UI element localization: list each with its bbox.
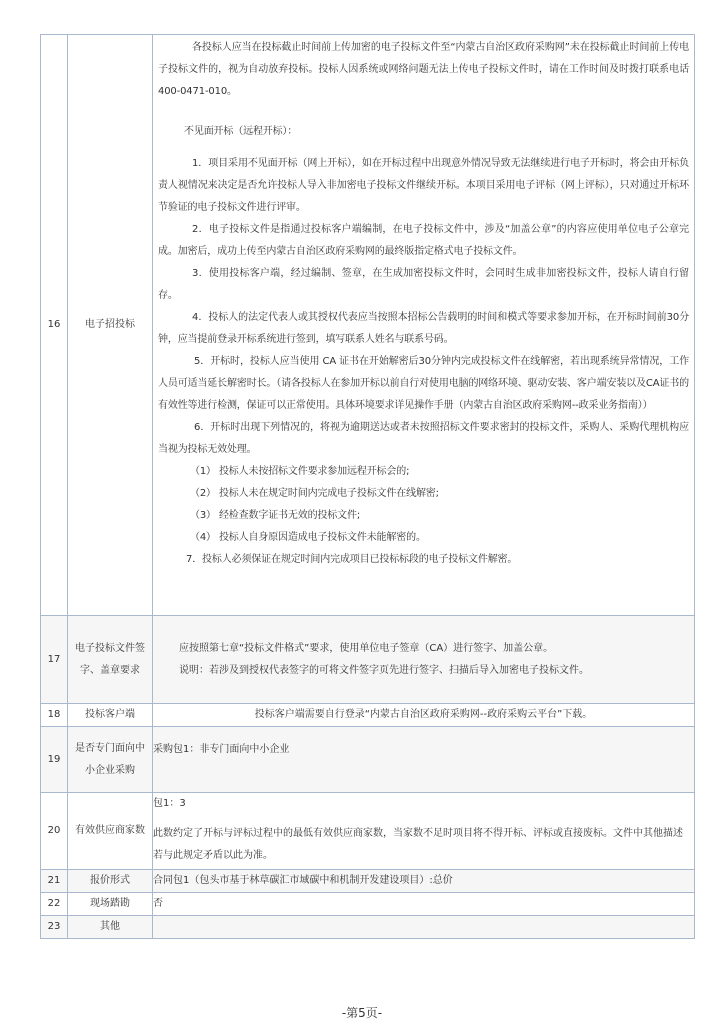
remote-opening-item: 2．电子投标文件是指通过投标客户端编制，在电子投标文件中，涉及“加盖公章”的内容应使用单位电子公章完成。加密后，成功上传至内蒙古自治区政府采购网的最终版指定格式电子投标文件。: [158, 224, 689, 257]
row-number: 23: [41, 916, 68, 939]
row-label: 电子招投标: [68, 35, 153, 616]
signature-note-line: 说明：若涉及到授权代表签字的可将文件签字页先进行签字、扫描后导入加密电子投标文件。: [179, 664, 589, 676]
table-row-22: [41, 893, 695, 916]
row-label: 报价形式: [68, 870, 153, 893]
row-content: [153, 35, 695, 616]
table-row-16: [41, 35, 695, 616]
remote-opening-item: 6．开标时出现下列情况的，将视为逾期送达或者未按照招标文件要求密封的投标文件，采购人、采购代理机构应当视为投标无效处理。: [158, 422, 689, 455]
invalid-bid-subitem: （4） 投标人自身原因造成电子投标文件未能解密的。: [190, 532, 426, 543]
invalid-bid-subitem: （2） 投标人未在规定时间内完成电子投标文件在线解密;: [190, 488, 439, 499]
signature-requirement-line: 应按照第七章“投标文件格式”要求，使用单位电子签章（CA）进行签字、加盖公章。: [179, 642, 554, 654]
sme-package-text: 采购包1：非专门面向中小企业: [153, 744, 290, 755]
remote-opening-item: 5．开标时，投标人应当使用 CA 证书在开始解密后30分钟内完成投标文件在线解密，若出现系统异常情况，工作人员可适当延长解密时长。（请各投标人在参加开标以前自行对使用电脑的网络环境、驱动安装、客户端安装以及CA证书的有效性等进行检测，保证可以正常使用。具体环境要求详见操作手册（内蒙古自治区政府采购网--政采业务指南））: [158, 356, 689, 411]
row-content: 投标客户端需要自行登录“内蒙古自治区政府采购网--政府采购云平台”下载。: [153, 704, 695, 727]
row-content: [153, 793, 695, 870]
remote-opening-item: 4．投标人的法定代表人或其授权代表应当按照本招标公告载明的时间和模式等要求参加开标，在开标时间前30分钟，应当提前登录开标系统进行签到，填写联系人姓名与联系号码。: [158, 312, 689, 345]
row-label: 电子投标文件签字、盖章要求: [68, 616, 153, 704]
row-label: 现场踏勘: [68, 893, 153, 916]
invalid-bid-subitem: （3） 经检查数字证书无效的投标文件;: [190, 510, 361, 521]
remote-opening-item: 1．项目采用不见面开标（网上开标），如在开标过程中出现意外情况导致无法继续进行电子开标时，将会由开标负责人视情况来决定是否允许投标人导入非加密电子投标文件继续开标。本项目采用电子评标（网上评标），只对通过开标环节验证的电子投标文件进行评审。: [158, 158, 689, 213]
remote-opening-item: 3．使用投标客户端，经过编制、签章，在生成加密投标文件时，会同时生成非加密投标文件，投标人请自行留存。: [158, 268, 689, 301]
row-number: 22: [41, 893, 68, 916]
table-row-17: [41, 616, 695, 704]
remote-opening-heading: 不见面开标（远程开标）：: [184, 126, 298, 137]
row-label: 有效供应商家数: [68, 793, 153, 870]
supplier-count-note: 此数约定了开标与评标过程中的最低有效供应商家数，当家数不足时项目将不得开标、评标或直接废标。文件中其他描述若与此规定矛盾以此为准。: [153, 828, 683, 861]
table-row-20: [41, 793, 695, 870]
row-number: 20: [41, 793, 68, 870]
row-label: 是否专门面向中小企业采购: [68, 727, 153, 793]
page-number: -第5页-: [341, 1006, 383, 1020]
invalid-bid-subitem: （1） 投标人未按招标文件要求参加远程开标会的;: [190, 466, 410, 477]
row-number: 17: [41, 616, 68, 704]
table-row-19: [41, 727, 695, 793]
table-row-18: [41, 704, 695, 727]
row-number: 21: [41, 870, 68, 893]
table-row-21: [41, 870, 695, 893]
supplier-count-line: 包1：3: [153, 798, 186, 809]
row-content: [153, 916, 695, 939]
row-label: 其他: [68, 916, 153, 939]
row-label: 投标客户端: [68, 704, 153, 727]
row-content: 否: [153, 893, 695, 916]
row-number: 16: [41, 35, 68, 616]
bidding-requirements-table: [40, 34, 695, 939]
row-content: [153, 727, 695, 793]
row-content: 合同包1（包头市基于林草碳汇市域碳中和机制开发建设项目）:总价: [153, 870, 695, 893]
row-content: [153, 616, 695, 704]
remote-opening-item: 7．投标人必须保证在规定时间内完成项目已投标标段的电子投标文件解密。: [186, 554, 518, 565]
row-number: 18: [41, 704, 68, 727]
table-row-23: [41, 916, 695, 939]
row-number: 19: [41, 727, 68, 793]
electronic-bid-upload-paragraph: 各投标人应当在投标截止时间前上传加密的电子投标文件至“内蒙古自治区政府采购网”未在投标截止时间前上传电子投标文件的，视为自动放弃投标。投标人因系统或网络问题无法上传电子投标文件时，请在工作时间及时拨打联系电话400-0471-010。: [158, 42, 689, 97]
